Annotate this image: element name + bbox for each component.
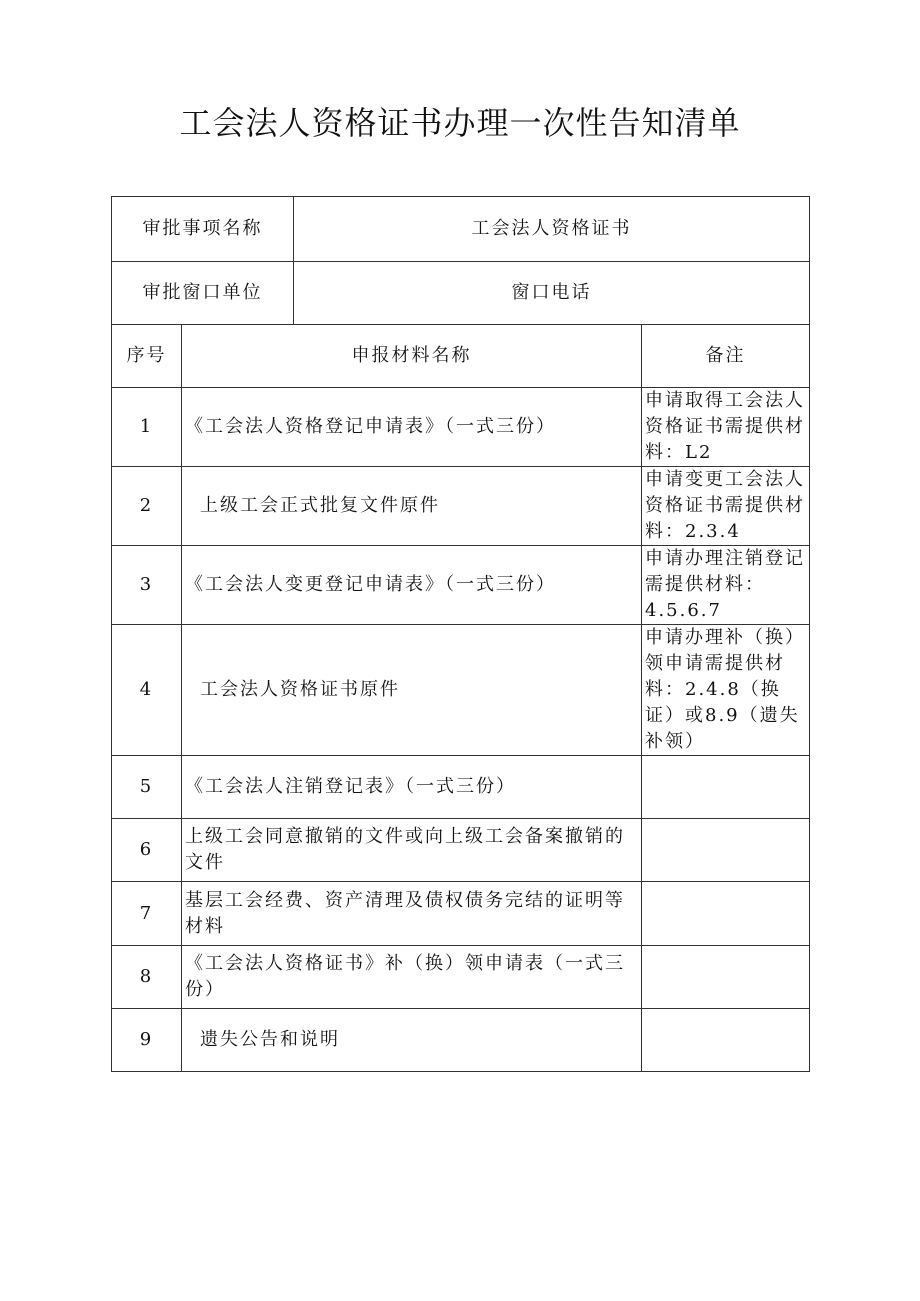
row-number: 9 (112, 1009, 182, 1072)
row-number: 1 (112, 388, 182, 467)
column-header-seq: 序号 (112, 325, 182, 388)
table-row (112, 1009, 810, 1072)
row-note: 申请变更工会法人资格证书需提供材料：2.3.4 (642, 467, 810, 546)
column-header-note: 备注 (642, 325, 810, 388)
window-unit-row (112, 262, 810, 325)
approval-item-value: 工会法人资格证书 (294, 197, 810, 262)
table-row (112, 756, 810, 819)
material-name: 遗失公告和说明 (182, 1009, 642, 1072)
row-note: 申请办理注销登记需提供材料：4.5.6.7 (642, 546, 810, 625)
page-title: 工会法人资格证书办理一次性告知清单 (179, 104, 741, 142)
row-note (642, 1009, 810, 1072)
window-phone-label: 窗口电话 (294, 262, 810, 325)
row-number: 3 (112, 546, 182, 625)
row-note (642, 819, 810, 882)
row-note (642, 882, 810, 946)
material-name: 工会法人资格证书原件 (182, 625, 642, 756)
material-name: 《工会法人资格证书》补（换）领申请表（一式三份） (182, 946, 642, 1009)
column-header-material: 申报材料名称 (182, 325, 642, 388)
material-name: 《工会法人变更登记申请表》（一式三份） (182, 546, 642, 625)
row-note (642, 946, 810, 1009)
row-number: 6 (112, 819, 182, 882)
row-number: 4 (112, 625, 182, 756)
table-row (112, 467, 810, 546)
row-note: 申请取得工会法人资格证书需提供材料：L2 (642, 388, 810, 467)
window-unit-label: 审批窗口单位 (112, 262, 294, 325)
notice-table (111, 196, 810, 1072)
row-note: 申请办理补（换）领申请需提供材料：2.4.8（换证）或8.9（遗失补领） (642, 625, 810, 756)
row-number: 5 (112, 756, 182, 819)
material-name: 上级工会正式批复文件原件 (182, 467, 642, 546)
table-row (112, 819, 810, 882)
table-row (112, 882, 810, 946)
row-note (642, 756, 810, 819)
column-header-row (112, 325, 810, 388)
table-row (112, 388, 810, 467)
approval-item-label: 审批事项名称 (112, 197, 294, 262)
row-number: 8 (112, 946, 182, 1009)
row-number: 2 (112, 467, 182, 546)
table-row (112, 546, 810, 625)
material-name: 《工会法人注销登记表》（一式三份） (182, 756, 642, 819)
table-row (112, 946, 810, 1009)
table-row (112, 625, 810, 756)
row-number: 7 (112, 882, 182, 946)
material-name: 《工会法人资格登记申请表》（一式三份） (182, 388, 642, 467)
material-name: 上级工会同意撤销的文件或向上级工会备案撤销的文件 (182, 819, 642, 882)
approval-item-row (112, 197, 810, 262)
material-name: 基层工会经费、资产清理及债权债务完结的证明等材料 (182, 882, 642, 946)
